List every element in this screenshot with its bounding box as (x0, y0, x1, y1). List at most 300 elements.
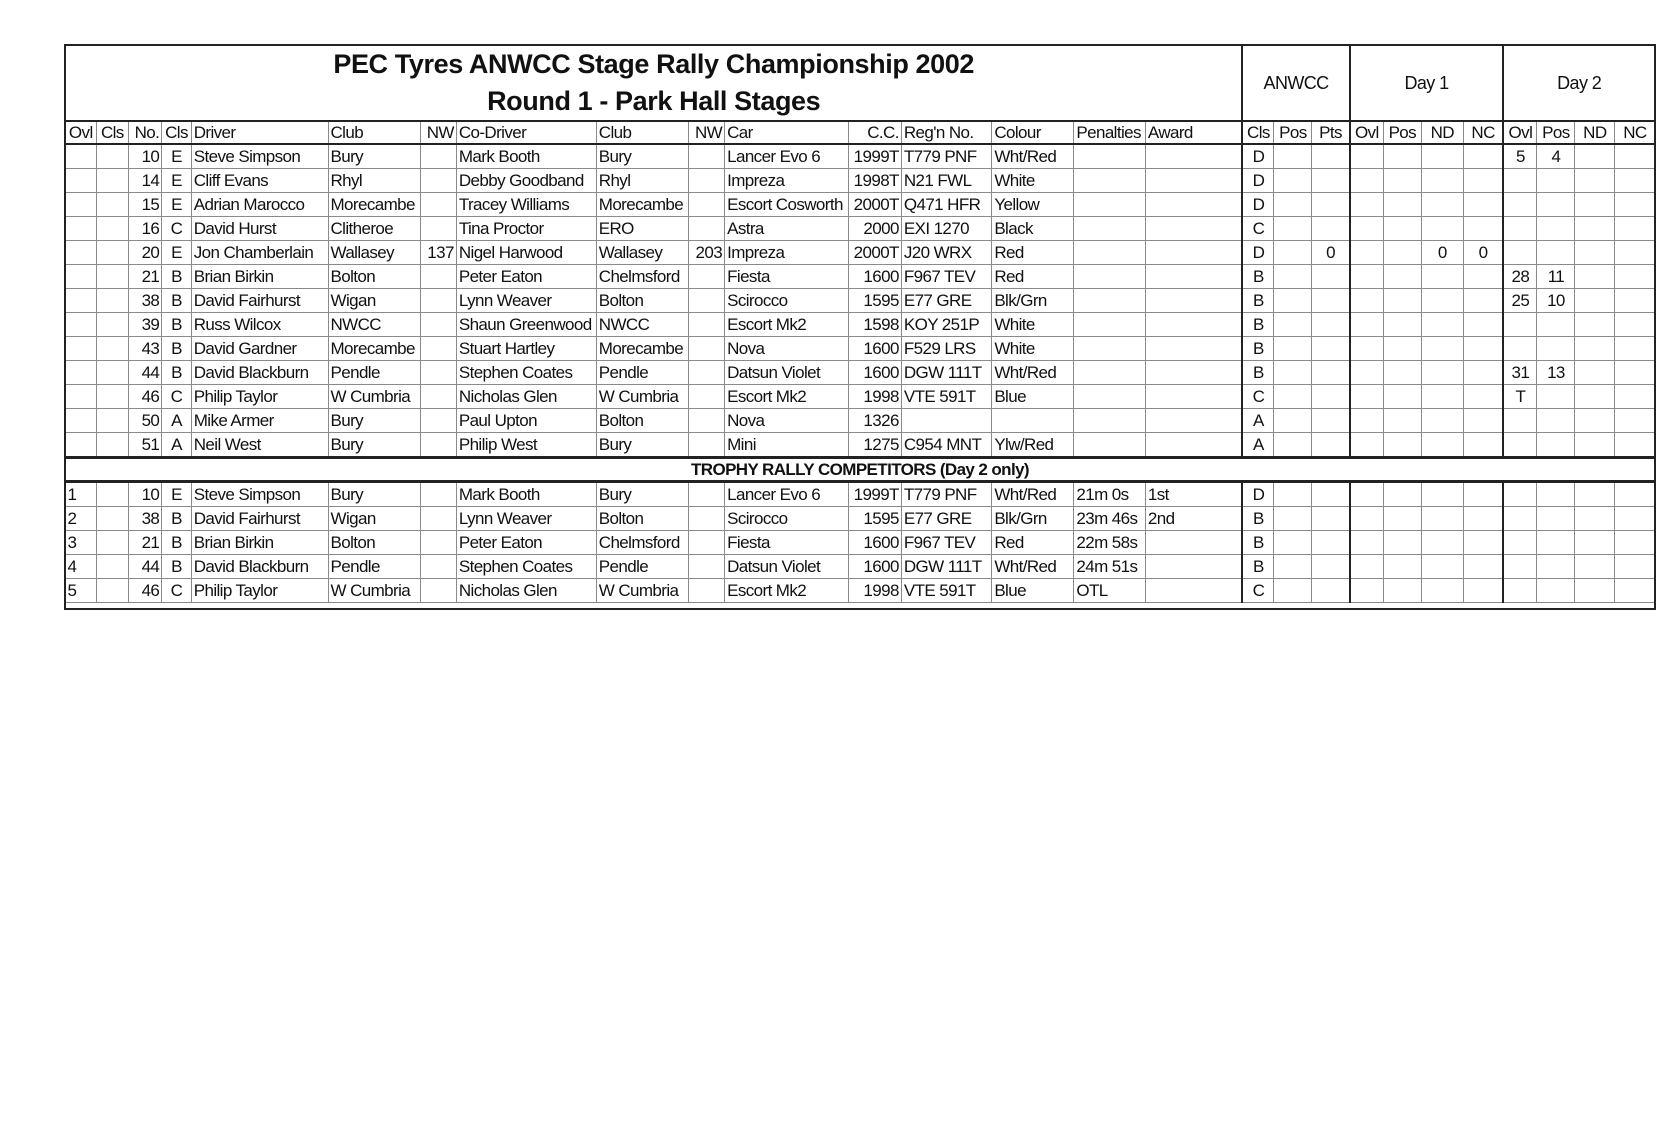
entry-nw-cell (421, 193, 457, 217)
entry-day1-pos-cell (1383, 433, 1421, 458)
entry-ovl-cell (65, 217, 97, 241)
entry-day2-pos-cell (1537, 169, 1575, 193)
entry-day2-nd-cell (1575, 289, 1615, 313)
entry-day2-pos-cell: 10 (1537, 289, 1575, 313)
trophy-day2-nc-cell (1615, 579, 1655, 603)
entry-day1-nc-cell (1463, 409, 1503, 433)
entry-no-cell: 39 (128, 313, 162, 337)
entry-day2-nd-cell (1575, 313, 1615, 337)
trophy-anwcc-cls-cell: B (1242, 531, 1274, 555)
entry-penalties-cell (1074, 361, 1146, 385)
trophy-day1-ovl-cell (1350, 531, 1384, 555)
entry-no-cell: 44 (128, 361, 162, 385)
trophy-cls-cell (97, 531, 129, 555)
entry-cls-cell (97, 385, 129, 409)
entry-day1-nc-cell (1463, 337, 1503, 361)
entry-co-club-cell: Bury (596, 144, 689, 169)
entry-anwcc-pts-cell: 0 (1312, 241, 1350, 265)
entry-day1-nc-cell (1463, 361, 1503, 385)
entry-day2-pos-cell (1537, 313, 1575, 337)
trophy-day2-pos-cell (1537, 579, 1575, 603)
column-header-row (65, 121, 1655, 144)
entry-award-cell (1145, 337, 1242, 361)
entry-day2-nd-cell (1575, 361, 1615, 385)
entry-co-driver-cell: Paul Upton (456, 409, 596, 433)
entry-anwcc-pts-cell (1312, 144, 1350, 169)
entry-no-cell: 38 (128, 289, 162, 313)
trophy-day1-pos-cell (1383, 555, 1421, 579)
trophy-day1-pos-cell (1383, 507, 1421, 531)
entry-anwcc-pos-cell (1274, 289, 1312, 313)
entry-cc-cell: 1998T (849, 169, 902, 193)
trophy-day1-ovl-cell (1350, 579, 1384, 603)
entry-day1-pos-cell (1383, 265, 1421, 289)
entry-day1-nc-cell (1463, 385, 1503, 409)
trophy-co-club-cell: Chelmsford (596, 531, 689, 555)
trophy-anwcc-pos-cell (1274, 507, 1312, 531)
trophy-penalties-cell: 24m 51s (1074, 555, 1146, 579)
entry-anwcc-pts-cell (1312, 409, 1350, 433)
entry-cc-cell: 2000T (849, 241, 902, 265)
trophy-day1-nc-cell (1463, 482, 1503, 507)
entry-reg-cell: C954 MNT (901, 433, 991, 458)
entry-anwcc-cls-cell: D (1242, 169, 1274, 193)
trophy-day2-nd-cell (1575, 507, 1615, 531)
trophy-anwcc-cls-cell: C (1242, 579, 1274, 603)
entry-colour-cell (992, 409, 1074, 433)
entry-car-cell: Astra (725, 217, 849, 241)
entry-driver-cell: Jon Chamberlain (191, 241, 328, 265)
table-row (65, 217, 1655, 241)
entry-co-driver-cell: Lynn Weaver (456, 289, 596, 313)
entry-ovl-cell (65, 313, 97, 337)
trophy-anwcc-pts-cell (1312, 507, 1350, 531)
entry-anwcc-cls-cell: B (1242, 265, 1274, 289)
entry-club-cell: Clitheroe (328, 217, 421, 241)
entry-no-cell: 14 (128, 169, 162, 193)
entry-reg-cell: F529 LRS (901, 337, 991, 361)
entry-colour-cell: Red (992, 241, 1074, 265)
header-no: No. (128, 121, 162, 144)
trophy-award-cell: 2nd (1145, 507, 1242, 531)
entry-day2-pos-cell (1537, 433, 1575, 458)
entry-reg-cell: E77 GRE (901, 289, 991, 313)
entry-day2-pos-cell (1537, 409, 1575, 433)
entry-day2-ovl-cell (1503, 241, 1537, 265)
trophy-reg-cell: DGW 111T (901, 555, 991, 579)
entry-day2-nd-cell (1575, 193, 1615, 217)
entry-day2-ovl-cell: 31 (1503, 361, 1537, 385)
entry-day2-pos-cell (1537, 217, 1575, 241)
entry-colour-cell: Yellow (992, 193, 1074, 217)
entry-cls-letter-cell: B (162, 337, 191, 361)
entry-nw-cell (421, 169, 457, 193)
trophy-car-cell: Scirocco (725, 507, 849, 531)
table-row (65, 313, 1655, 337)
entry-day2-nd-cell (1575, 409, 1615, 433)
entry-ovl-cell (65, 193, 97, 217)
entry-no-cell: 10 (128, 144, 162, 169)
entry-day1-nd-cell (1421, 144, 1463, 169)
entry-co-driver-cell: Stephen Coates (456, 361, 596, 385)
entry-cls-letter-cell: A (162, 433, 191, 458)
trophy-nw-cell (421, 507, 457, 531)
entry-reg-cell: F967 TEV (901, 265, 991, 289)
trophy-day2-ovl-cell (1503, 531, 1537, 555)
entry-day1-pos-cell (1383, 385, 1421, 409)
entry-day2-ovl-cell: 25 (1503, 289, 1537, 313)
header-cls: Cls (97, 121, 129, 144)
entry-cc-cell: 1595 (849, 289, 902, 313)
entry-day1-ovl-cell (1350, 265, 1384, 289)
trophy-club-cell: W Cumbria (328, 579, 421, 603)
trophy-co-club-cell: W Cumbria (596, 579, 689, 603)
entry-co-nw-cell: 203 (689, 241, 725, 265)
entry-ovl-cell (65, 265, 97, 289)
trophy-day1-nd-cell (1421, 579, 1463, 603)
entry-anwcc-pos-cell (1274, 433, 1312, 458)
entry-cc-cell: 1326 (849, 409, 902, 433)
entry-co-club-cell: Wallasey (596, 241, 689, 265)
entry-co-driver-cell: Philip West (456, 433, 596, 458)
trophy-cls-cell (97, 507, 129, 531)
entry-cls-letter-cell: B (162, 313, 191, 337)
entry-day1-nc-cell (1463, 169, 1503, 193)
entry-day1-nd-cell (1421, 313, 1463, 337)
entry-driver-cell: David Hurst (191, 217, 328, 241)
trophy-cls-cell (97, 482, 129, 507)
day2-header: Day 2 (1503, 45, 1655, 121)
entry-car-cell: Fiesta (725, 265, 849, 289)
entry-co-nw-cell (689, 217, 725, 241)
entry-day2-nc-cell (1615, 193, 1655, 217)
entry-day1-nc-cell (1463, 313, 1503, 337)
table-row (65, 144, 1655, 169)
entry-day1-ovl-cell (1350, 241, 1384, 265)
table-row (65, 241, 1655, 265)
table-row (65, 289, 1655, 313)
entry-day1-nc-cell: 0 (1463, 241, 1503, 265)
entry-co-driver-cell: Peter Eaton (456, 265, 596, 289)
entry-anwcc-cls-cell: D (1242, 144, 1274, 169)
trophy-cls-letter-cell: E (162, 482, 191, 507)
table-row (65, 361, 1655, 385)
trophy-ovl-cell: 4 (65, 555, 97, 579)
entry-day2-pos-cell (1537, 385, 1575, 409)
entry-no-cell: 20 (128, 241, 162, 265)
trophy-driver-cell: Brian Birkin (191, 531, 328, 555)
header-ovl: Ovl (65, 121, 97, 144)
entry-reg-cell: DGW 111T (901, 361, 991, 385)
trophy-no-cell: 38 (128, 507, 162, 531)
entry-anwcc-pos-cell (1274, 361, 1312, 385)
trophy-colour-cell: Blk/Grn (992, 507, 1074, 531)
entry-co-club-cell: Morecambe (596, 193, 689, 217)
entry-day1-ovl-cell (1350, 385, 1384, 409)
entry-no-cell: 21 (128, 265, 162, 289)
entry-co-nw-cell (689, 313, 725, 337)
entry-driver-cell: Russ Wilcox (191, 313, 328, 337)
results-sheet (64, 44, 1656, 603)
entry-reg-cell: N21 FWL (901, 169, 991, 193)
trophy-day1-nc-cell (1463, 555, 1503, 579)
entry-colour-cell: Black (992, 217, 1074, 241)
entry-club-cell: Rhyl (328, 169, 421, 193)
trophy-co-driver-cell: Mark Booth (456, 482, 596, 507)
header-club: Club (328, 121, 421, 144)
title-block (65, 45, 1242, 121)
entry-day1-nc-cell (1463, 289, 1503, 313)
entry-award-cell (1145, 144, 1242, 169)
trophy-anwcc-pts-cell (1312, 579, 1350, 603)
trophy-day2-nd-cell (1575, 531, 1615, 555)
results-table (64, 44, 1656, 603)
trophy-co-driver-cell: Lynn Weaver (456, 507, 596, 531)
entry-car-cell: Lancer Evo 6 (725, 144, 849, 169)
entry-car-cell: Escort Cosworth (725, 193, 849, 217)
entry-co-driver-cell: Tina Proctor (456, 217, 596, 241)
trophy-anwcc-cls-cell: B (1242, 555, 1274, 579)
entry-penalties-cell (1074, 409, 1146, 433)
header-cls-letter: Cls (162, 121, 191, 144)
entry-day2-ovl-cell (1503, 193, 1537, 217)
entry-day2-ovl-cell (1503, 169, 1537, 193)
entry-day2-ovl-cell: 28 (1503, 265, 1537, 289)
entry-colour-cell: Wht/Red (992, 144, 1074, 169)
entry-day1-ovl-cell (1350, 193, 1384, 217)
entry-award-cell (1145, 313, 1242, 337)
entry-day1-ovl-cell (1350, 144, 1384, 169)
trophy-day1-nc-cell (1463, 507, 1503, 531)
entry-nw-cell (421, 289, 457, 313)
trophy-nw-cell (421, 531, 457, 555)
trophy-day1-nc-cell (1463, 579, 1503, 603)
trophy-cls-letter-cell: B (162, 555, 191, 579)
entry-no-cell: 43 (128, 337, 162, 361)
entry-colour-cell: Red (992, 265, 1074, 289)
entry-day2-pos-cell: 4 (1537, 144, 1575, 169)
entry-reg-cell: KOY 251P (901, 313, 991, 337)
entry-cc-cell: 1600 (849, 265, 902, 289)
entry-cls-cell (97, 289, 129, 313)
entry-cls-cell (97, 433, 129, 458)
entry-cls-letter-cell: B (162, 265, 191, 289)
entry-award-cell (1145, 241, 1242, 265)
entry-no-cell: 16 (128, 217, 162, 241)
entry-award-cell (1145, 193, 1242, 217)
entry-colour-cell: Blue (992, 385, 1074, 409)
entry-anwcc-pts-cell (1312, 169, 1350, 193)
entry-reg-cell: EXI 1270 (901, 217, 991, 241)
trophy-car-cell: Lancer Evo 6 (725, 482, 849, 507)
entry-day1-nd-cell (1421, 337, 1463, 361)
trophy-row (65, 579, 1655, 603)
entry-co-club-cell: Bolton (596, 409, 689, 433)
entry-cls-letter-cell: E (162, 144, 191, 169)
trophy-day1-ovl-cell (1350, 555, 1384, 579)
entry-ovl-cell (65, 169, 97, 193)
entry-co-nw-cell (689, 265, 725, 289)
entry-cls-letter-cell: B (162, 289, 191, 313)
trophy-day2-pos-cell (1537, 482, 1575, 507)
entry-cls-cell (97, 169, 129, 193)
entry-colour-cell: White (992, 169, 1074, 193)
entry-driver-cell: Brian Birkin (191, 265, 328, 289)
entry-day1-nc-cell (1463, 193, 1503, 217)
trophy-cc-cell: 1595 (849, 507, 902, 531)
entry-club-cell: Pendle (328, 361, 421, 385)
entry-anwcc-cls-cell: C (1242, 385, 1274, 409)
entry-penalties-cell (1074, 433, 1146, 458)
entry-day2-nc-cell (1615, 361, 1655, 385)
entry-anwcc-pos-cell (1274, 144, 1312, 169)
trophy-club-cell: Bolton (328, 531, 421, 555)
entry-day1-nd-cell (1421, 193, 1463, 217)
entry-anwcc-pts-cell (1312, 265, 1350, 289)
entry-day1-pos-cell (1383, 289, 1421, 313)
trophy-cls-cell (97, 555, 129, 579)
entry-co-club-cell: Rhyl (596, 169, 689, 193)
trophy-day2-ovl-cell (1503, 555, 1537, 579)
entry-nw-cell (421, 385, 457, 409)
trophy-cls-cell (97, 579, 129, 603)
entry-day2-nc-cell (1615, 217, 1655, 241)
entry-day2-nc-cell (1615, 385, 1655, 409)
entry-day1-nc-cell (1463, 144, 1503, 169)
trophy-car-cell: Datsun Violet (725, 555, 849, 579)
entry-day1-nc-cell (1463, 433, 1503, 458)
entry-driver-cell: Philip Taylor (191, 385, 328, 409)
trophy-car-cell: Fiesta (725, 531, 849, 555)
entry-day2-nd-cell (1575, 144, 1615, 169)
entry-award-cell (1145, 169, 1242, 193)
entry-day2-pos-cell (1537, 337, 1575, 361)
entry-ovl-cell (65, 337, 97, 361)
table-row (65, 169, 1655, 193)
entry-cc-cell: 1598 (849, 313, 902, 337)
entry-colour-cell: White (992, 337, 1074, 361)
trophy-co-nw-cell (689, 482, 725, 507)
trophy-penalties-cell: 23m 46s (1074, 507, 1146, 531)
header-car: Car (725, 121, 849, 144)
entry-club-cell: Bury (328, 144, 421, 169)
trophy-penalties-cell: 21m 0s (1074, 482, 1146, 507)
entry-nw-cell (421, 361, 457, 385)
entry-day2-nc-cell (1615, 409, 1655, 433)
entry-award-cell (1145, 409, 1242, 433)
trophy-anwcc-cls-cell: B (1242, 507, 1274, 531)
trophy-penalties-cell: 22m 58s (1074, 531, 1146, 555)
entry-anwcc-cls-cell: D (1242, 241, 1274, 265)
trophy-penalties-cell: OTL (1074, 579, 1146, 603)
entry-day2-nd-cell (1575, 385, 1615, 409)
entry-ovl-cell (65, 385, 97, 409)
trophy-day2-nc-cell (1615, 507, 1655, 531)
entry-no-cell: 46 (128, 385, 162, 409)
entry-cc-cell: 1998 (849, 385, 902, 409)
header-penalties: Penalties (1074, 121, 1146, 144)
header-anwcc-pos: Pos (1274, 121, 1312, 144)
entry-reg-cell: VTE 591T (901, 385, 991, 409)
trophy-day2-pos-cell (1537, 507, 1575, 531)
trophy-day1-pos-cell (1383, 482, 1421, 507)
entry-day2-nc-cell (1615, 144, 1655, 169)
entry-colour-cell: Ylw/Red (992, 433, 1074, 458)
entry-anwcc-pos-cell (1274, 265, 1312, 289)
header-driver: Driver (191, 121, 328, 144)
trophy-day2-nd-cell (1575, 555, 1615, 579)
entry-penalties-cell (1074, 144, 1146, 169)
entry-co-driver-cell: Stuart Hartley (456, 337, 596, 361)
entry-club-cell: W Cumbria (328, 385, 421, 409)
entry-co-nw-cell (689, 337, 725, 361)
trophy-nw-cell (421, 555, 457, 579)
trophy-cc-cell: 1600 (849, 531, 902, 555)
trophy-day1-nd-cell (1421, 507, 1463, 531)
trophy-reg-cell: VTE 591T (901, 579, 991, 603)
entry-day2-ovl-cell (1503, 313, 1537, 337)
trophy-award-cell: 1st (1145, 482, 1242, 507)
title-row (65, 45, 1655, 121)
entry-cls-letter-cell: E (162, 241, 191, 265)
trophy-row (65, 482, 1655, 507)
entry-cc-cell: 1600 (849, 361, 902, 385)
trophy-anwcc-pos-cell (1274, 531, 1312, 555)
entry-cls-cell (97, 361, 129, 385)
entry-car-cell: Mini (725, 433, 849, 458)
title-line-2: Round 1 - Park Hall Stages (487, 86, 821, 116)
entry-car-cell: Scirocco (725, 289, 849, 313)
entry-co-club-cell: Pendle (596, 361, 689, 385)
entry-club-cell: Wallasey (328, 241, 421, 265)
entry-day1-nc-cell (1463, 217, 1503, 241)
trophy-co-club-cell: Pendle (596, 555, 689, 579)
entry-car-cell: Impreza (725, 241, 849, 265)
entry-car-cell: Nova (725, 409, 849, 433)
header-co-nw: NW (689, 121, 725, 144)
entry-driver-cell: Neil West (191, 433, 328, 458)
trophy-reg-cell: E77 GRE (901, 507, 991, 531)
entry-penalties-cell (1074, 193, 1146, 217)
entry-day1-nd-cell (1421, 409, 1463, 433)
entry-anwcc-pts-cell (1312, 313, 1350, 337)
entry-club-cell: NWCC (328, 313, 421, 337)
entry-driver-cell: Cliff Evans (191, 169, 328, 193)
trophy-cc-cell: 1999T (849, 482, 902, 507)
entry-penalties-cell (1074, 169, 1146, 193)
trophy-club-cell: Bury (328, 482, 421, 507)
entry-no-cell: 50 (128, 409, 162, 433)
entry-club-cell: Morecambe (328, 193, 421, 217)
entry-nw-cell (421, 337, 457, 361)
entry-driver-cell: David Blackburn (191, 361, 328, 385)
entry-anwcc-cls-cell: A (1242, 433, 1274, 458)
entry-penalties-cell (1074, 265, 1146, 289)
header-day2-nc: NC (1615, 121, 1655, 144)
trophy-day1-nd-cell (1421, 531, 1463, 555)
entry-co-driver-cell: Tracey Williams (456, 193, 596, 217)
trophy-club-cell: Pendle (328, 555, 421, 579)
entry-day1-ovl-cell (1350, 313, 1384, 337)
trophy-co-driver-cell: Nicholas Glen (456, 579, 596, 603)
trophy-cls-letter-cell: B (162, 507, 191, 531)
trophy-day2-nd-cell (1575, 579, 1615, 603)
entry-nw-cell (421, 433, 457, 458)
entry-co-nw-cell (689, 193, 725, 217)
entry-cls-letter-cell: E (162, 169, 191, 193)
trophy-reg-cell: F967 TEV (901, 531, 991, 555)
trophy-day1-pos-cell (1383, 531, 1421, 555)
